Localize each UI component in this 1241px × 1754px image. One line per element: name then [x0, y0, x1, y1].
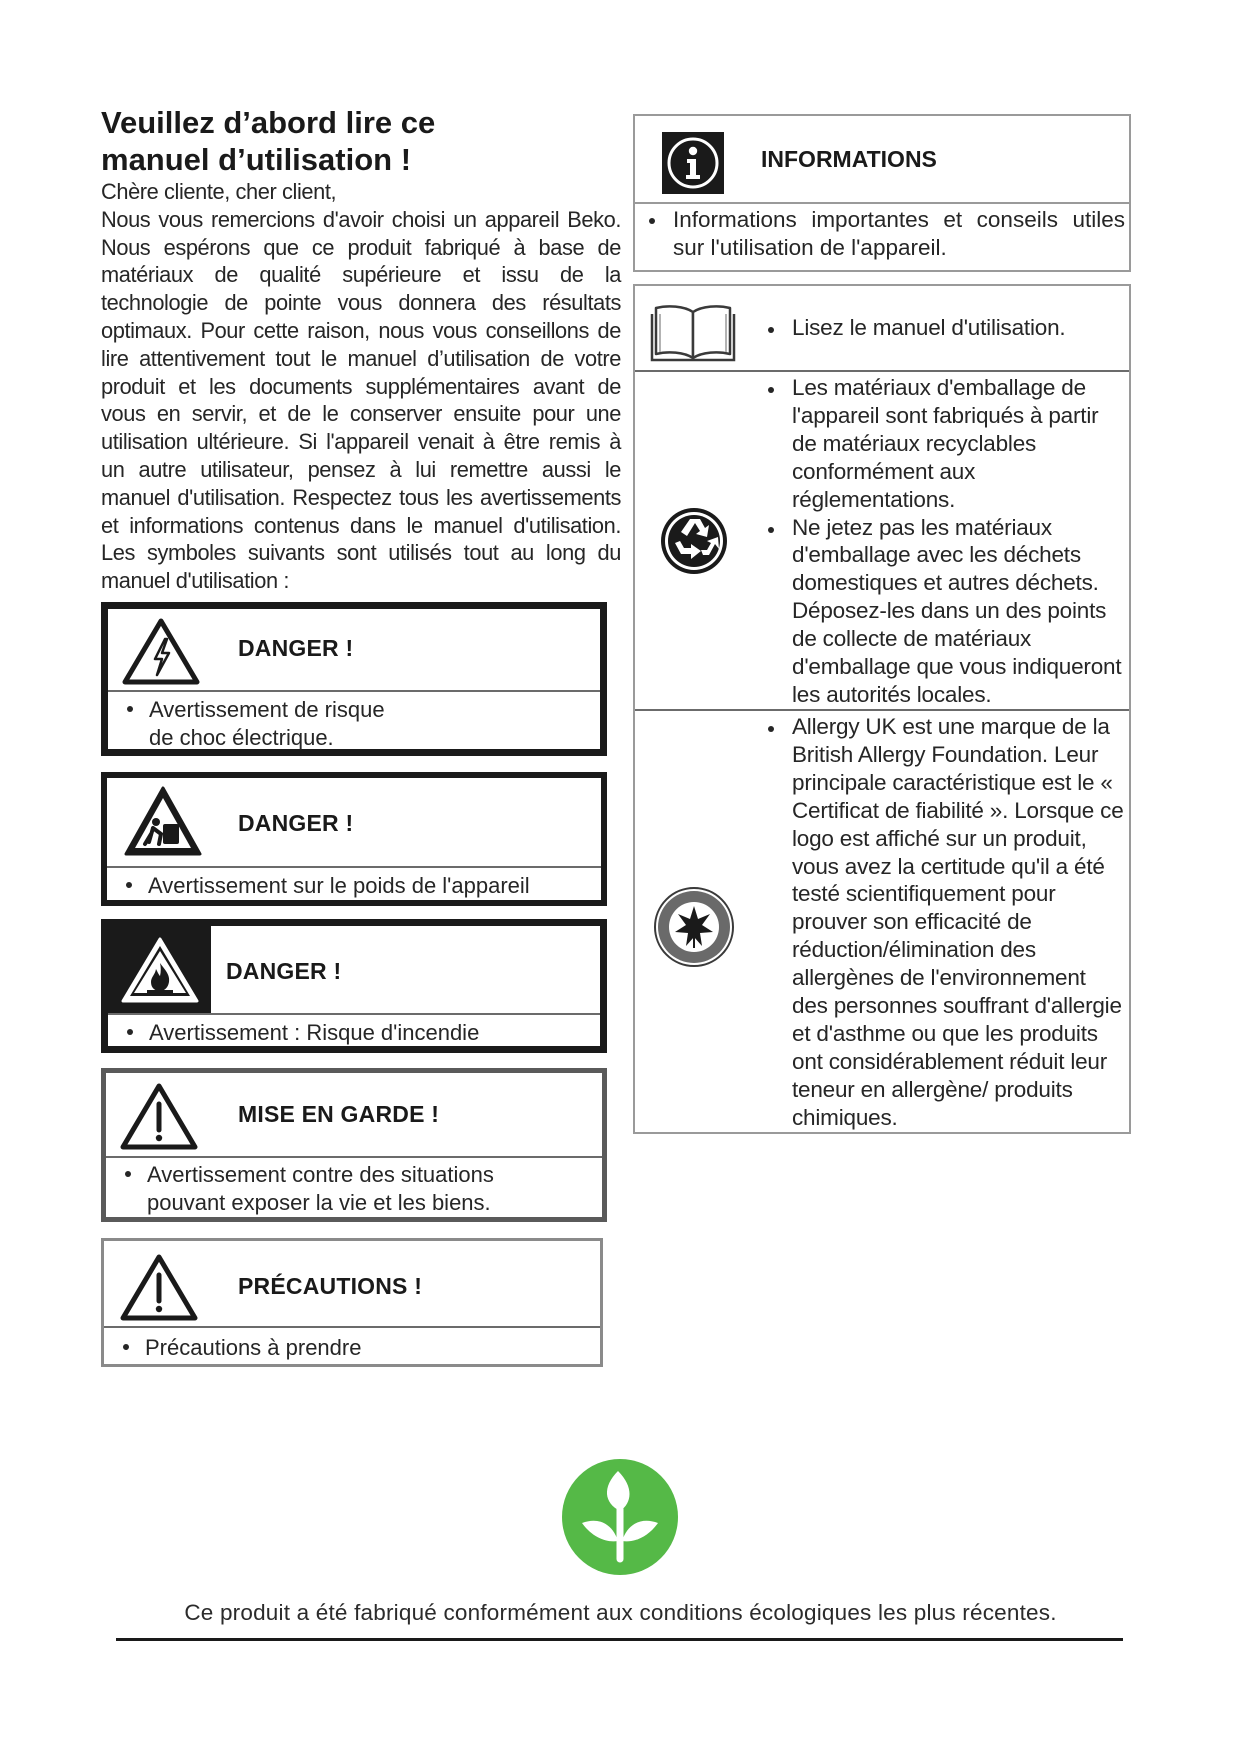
heavy-weight-warning-icon	[123, 784, 203, 858]
footer-divider	[116, 1638, 1123, 1641]
warning-desc-weight-line1: Avertissement sur le poids de l'appareil	[148, 873, 530, 898]
footer-eco-statement: Ce produit a été fabriqué conformément aux conditions écologiques les plus récentes.	[184, 1600, 1057, 1625]
recycle-icon	[657, 504, 731, 578]
precaution-exclamation-icon	[120, 1253, 198, 1321]
page-title-line2: manuel d’utilisation !	[101, 142, 412, 177]
bullet-icon	[768, 527, 774, 533]
bullet-icon	[768, 387, 774, 393]
warning-desc-weight	[126, 872, 593, 900]
bullet-icon	[127, 706, 133, 712]
symbols-recycle-item2: Ne jetez pas les matériaux d'emballage avec les déchets domestiques et autres déchets. Déposez-les dans un des points de collecte de matériaux d'emballage que vous indiqueront les autorités locales.	[792, 514, 1122, 707]
warning-box-fire	[101, 919, 607, 1053]
warning-label-precautions: PRÉCAUTIONS !	[238, 1273, 423, 1299]
allergy-uk-seal-icon	[653, 886, 735, 968]
warning-desc-precautions	[123, 1334, 592, 1362]
bullet-icon	[768, 327, 774, 333]
info-icon	[662, 132, 724, 194]
bullet-icon	[126, 882, 132, 888]
page-title-line1: Veuillez d’abord lire ce	[101, 105, 436, 140]
warning-desc-fire	[127, 1019, 592, 1047]
info-desc-text: Informations importantes et conseils utiles sur l'utilisation de l'appareil.	[673, 207, 1125, 260]
intro-body: Nous vous remercions d'avoir choisi un appareil Beko. Nous espérons que ce produit fabriqué à base de matériaux de qualité supérieure et issu de la technologie de pointe vous donnera des résultats optimaux. Pour cette raison, nous vous conseillons de lire attentivement tout le manuel d’utilisation de votre produit et les documents supplémentaires avant de vous en servir, et de le conserver ensuite pour une utilisation ultérieure. Si l'appareil venait à être remis à un autre utilisateur, pensez à lui remettre aussi le manuel d'utilisation. Respectez tous les avertissements et informations contenus dans le manuel d'utilisation. Les symboles suivants sont utilisés tout au long du manuel d'utilisation :	[101, 206, 621, 594]
bullet-icon	[127, 1029, 133, 1035]
warning-desc-fire-line1: Avertissement : Risque d'incendie	[149, 1020, 480, 1045]
intro-section	[101, 178, 621, 595]
warning-desc-caution-line2: pouvant exposer la vie et les biens.	[147, 1190, 491, 1215]
warning-label-fire: DANGER !	[226, 958, 342, 984]
bullet-icon	[125, 1171, 131, 1177]
symbols-allergy-label: Allergy UK est une marque de la British Allergy Foundation. Leur principale caractéristique est le « Certificat de fiabilité ». Lorsque ce logo est affiché sur un produit, vous avez la certitude qu'il a été testé scientifiquement pour prouver son efficacité de réduction/élimination des allergènes de l'environnement des personnes souffrant d'allergie et d'asthme ou que les produits ont considérablement réduit leur teneur en allergène/ produits chimiques.	[792, 714, 1124, 1130]
warning-desc-electric-line1: Avertissement de risque	[149, 697, 385, 722]
caution-exclamation-icon	[120, 1082, 198, 1150]
warning-box-weight	[101, 772, 607, 906]
bullet-icon	[649, 218, 655, 224]
open-book-icon	[650, 302, 736, 362]
warning-desc-electric-line2: de choc électrique.	[149, 725, 334, 750]
symbols-manual-label: Lisez le manuel d'utilisation.	[792, 315, 1066, 340]
info-desc	[673, 206, 1125, 262]
warning-box-caution	[101, 1068, 607, 1222]
symbols-recycle-text	[792, 374, 1125, 709]
warning-label-caution: MISE EN GARDE !	[238, 1101, 440, 1127]
symbols-table	[633, 284, 1131, 1134]
warning-desc-precautions-line1: Précautions à prendre	[145, 1335, 362, 1360]
warning-desc-caution-line1: Avertissement contre des situations	[147, 1162, 494, 1187]
symbols-recycle-item1: Les matériaux d'emballage de l'appareil sont fabriqués à partir de matériaux recyclables conformément aux réglementations.	[792, 375, 1099, 512]
eco-leaf-icon	[560, 1457, 680, 1577]
warning-desc-caution	[125, 1161, 594, 1217]
fire-warning-icon	[120, 935, 200, 1005]
warning-box-precautions	[101, 1238, 603, 1367]
info-box	[633, 114, 1131, 272]
bullet-icon	[768, 726, 774, 732]
intro-greeting: Chère cliente, cher client,	[101, 179, 337, 204]
electric-shock-warning-icon	[122, 617, 200, 685]
symbols-allergy-text	[792, 713, 1125, 1132]
warning-box-electric	[101, 602, 607, 756]
symbols-manual-text	[792, 314, 1125, 342]
page-title	[101, 104, 621, 178]
bullet-icon	[123, 1344, 129, 1350]
warning-label-electric: DANGER !	[238, 635, 354, 661]
warning-desc-electric	[127, 696, 592, 752]
warning-label-weight: DANGER !	[238, 810, 354, 836]
info-label: INFORMATIONS	[761, 146, 937, 172]
